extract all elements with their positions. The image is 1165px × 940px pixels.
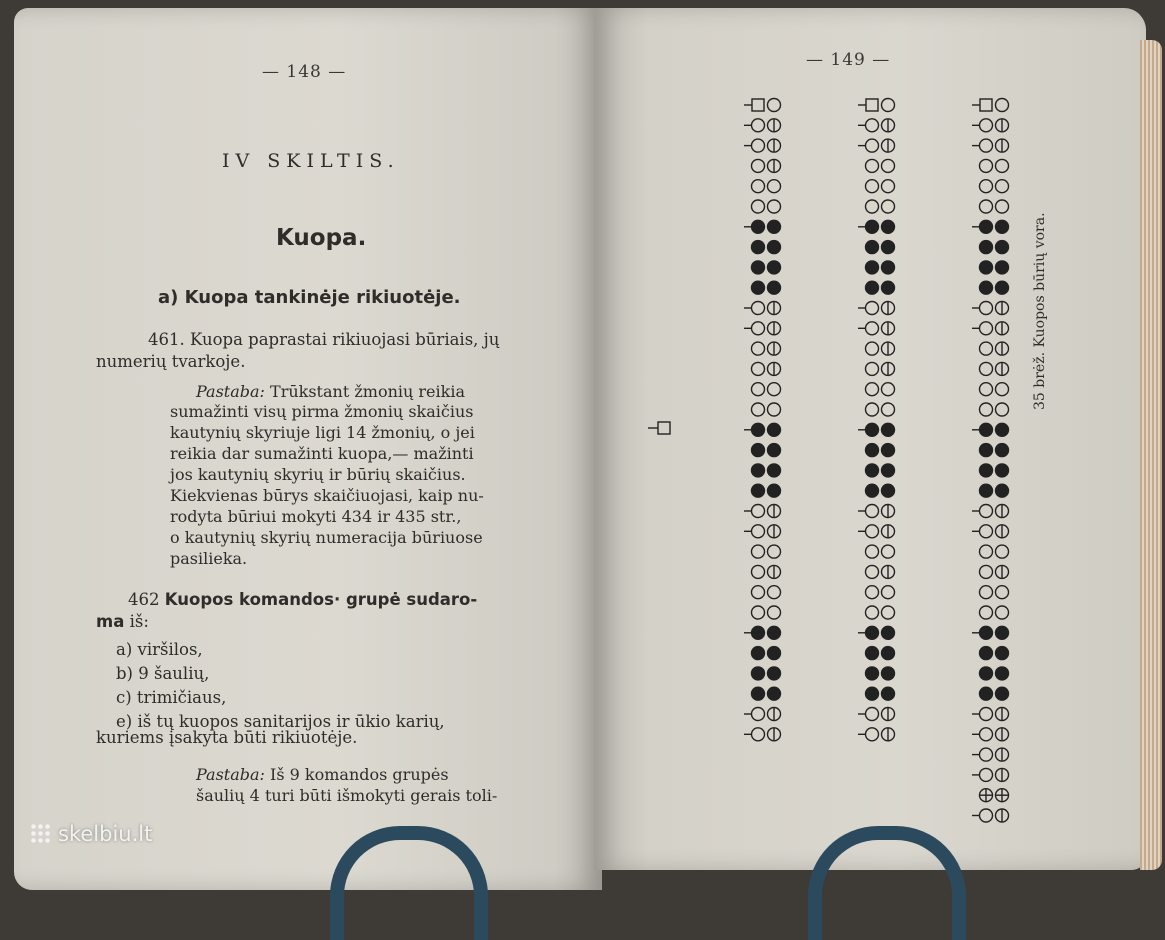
soldier-symbol: [980, 444, 993, 457]
watermark: [30, 822, 152, 846]
soldier-symbol: [980, 119, 993, 132]
soldier-symbol: [980, 728, 993, 741]
paragraph-462-bold: Kuopos komandos· grupė sudaro-: [164, 590, 478, 609]
soldier-symbol: [980, 220, 993, 233]
soldier-symbol: [866, 342, 879, 355]
soldier-symbol: [866, 119, 879, 132]
commander-square-symbol: [658, 422, 670, 434]
soldier-symbol: [980, 139, 993, 152]
soldier-symbol: [752, 220, 765, 233]
soldier-symbol: [996, 687, 1009, 700]
paragraph-462-number: 462: [128, 590, 160, 609]
soldier-symbol: [882, 403, 895, 416]
figure-caption: 35 brėž. Kuopos būrių vora.: [1032, 212, 1048, 410]
soldier-symbol: [980, 708, 993, 721]
leader-square-symbol: [866, 99, 878, 111]
soldier-symbol: [882, 586, 895, 599]
soldier-symbol: [980, 241, 993, 254]
note-1-line: pasilieka.: [170, 549, 248, 568]
soldier-symbol: [980, 565, 993, 578]
soldier-symbol: [996, 200, 1009, 213]
soldier-symbol: [768, 606, 781, 619]
soldier-symbol: [752, 241, 765, 254]
soldier-symbol: [752, 261, 765, 274]
soldier-symbol: [996, 667, 1009, 680]
paragraph-461-line-1: 461. Kuopa paprastai rikiuojasi būriais, jų: [148, 330, 500, 349]
soldier-symbol: [866, 261, 879, 274]
soldier-symbol: [980, 159, 993, 172]
soldier-symbol: [996, 444, 1009, 457]
soldier-symbol: [768, 444, 781, 457]
soldier-symbol: [882, 220, 895, 233]
soldier-symbol: [980, 748, 993, 761]
soldier-symbol: [882, 180, 895, 193]
soldier-symbol: [768, 464, 781, 477]
soldier-symbol: [882, 423, 895, 436]
item-e-continuation: kuriems įsakyta būti rikiuotėje.: [96, 728, 358, 747]
soldier-symbol: [866, 200, 879, 213]
soldier-symbol: [980, 586, 993, 599]
soldier-symbol: [882, 200, 895, 213]
soldier-symbol: [866, 484, 879, 497]
soldier-symbol: [768, 687, 781, 700]
soldier-symbol: [996, 241, 1009, 254]
soldier-symbol: [882, 626, 895, 639]
soldier-symbol: [996, 220, 1009, 233]
left-page-number: 148: [286, 62, 322, 82]
soldier-symbol: [882, 444, 895, 457]
soldier-symbol: [996, 606, 1009, 619]
soldier-symbol: [996, 626, 1009, 639]
soldier-symbol: [996, 586, 1009, 599]
soldier-symbol: [996, 261, 1009, 274]
soldier-symbol: [980, 606, 993, 619]
note-1-line: Kiekvienas būrys skaičiuojasi, kaip nu-: [170, 486, 484, 505]
soldier-symbol: [752, 200, 765, 213]
soldier-symbol: [866, 525, 879, 538]
soldier-symbol: [882, 687, 895, 700]
soldier-symbol: [866, 423, 879, 436]
soldier-symbol: [752, 626, 765, 639]
soldier-symbol: [866, 647, 879, 660]
soldier-symbol: [866, 241, 879, 254]
soldier-symbol: [996, 159, 1009, 172]
soldier-symbol: [882, 647, 895, 660]
soldier-symbol: [752, 667, 765, 680]
soldier-symbol: [768, 200, 781, 213]
soldier-symbol: [752, 586, 765, 599]
soldier-symbol: [768, 647, 781, 660]
list-item: e) iš tų kuopos sanitarijos ir ūkio karių,: [116, 712, 445, 731]
right-page-header: — 149 —: [806, 50, 891, 70]
soldier-symbol: [996, 383, 1009, 396]
note-1-line: rodyta būriui mokyti 434 ir 435 str.,: [170, 507, 462, 526]
soldier-symbol: [752, 728, 765, 741]
soldier-symbol: [882, 99, 895, 112]
note-1-line: sumažinti visų pirma žmonių skaičius: [170, 402, 474, 421]
soldier-symbol: [980, 667, 993, 680]
soldier-symbol: [752, 362, 765, 375]
soldier-symbol: [882, 383, 895, 396]
soldier-symbol: [752, 647, 765, 660]
soldier-symbol: [980, 342, 993, 355]
soldier-symbol: [996, 403, 1009, 416]
soldier-symbol: [980, 322, 993, 335]
soldier-symbol: [866, 565, 879, 578]
soldier-symbol: [866, 403, 879, 416]
soldier-symbol: [768, 99, 781, 112]
soldier-symbol: [866, 708, 879, 721]
book-stand-right: [808, 826, 966, 940]
list-item: b) 9 šaulių,: [116, 664, 210, 683]
soldier-symbol: [752, 464, 765, 477]
book-stand-left: [330, 826, 488, 940]
soldier-symbol: [980, 505, 993, 518]
soldier-symbol: [980, 687, 993, 700]
soldier-symbol: [980, 302, 993, 315]
soldier-symbol: [866, 586, 879, 599]
soldier-symbol: [768, 383, 781, 396]
soldier-symbol: [980, 403, 993, 416]
soldier-symbol: [866, 728, 879, 741]
soldier-symbol: [752, 565, 765, 578]
soldier-symbol: [768, 241, 781, 254]
paragraph-461-line-2: numerių tvarkoje.: [96, 352, 246, 371]
soldier-symbol: [980, 281, 993, 294]
soldier-symbol: [882, 241, 895, 254]
soldier-symbol: [752, 687, 765, 700]
list-item: a) viršilos,: [116, 640, 203, 659]
soldier-symbol: [768, 484, 781, 497]
soldier-symbol: [768, 180, 781, 193]
soldier-symbol: [866, 362, 879, 375]
soldier-symbol: [752, 159, 765, 172]
soldier-symbol: [980, 525, 993, 538]
soldier-symbol: [996, 281, 1009, 294]
soldier-symbol: [768, 403, 781, 416]
soldier-symbol: [866, 159, 879, 172]
note-1-label: Pastaba:: [196, 382, 265, 401]
soldier-symbol: [882, 261, 895, 274]
soldier-symbol: [996, 545, 1009, 558]
note-1-line: o kautynių skyrių numeracija būriuose: [170, 528, 483, 547]
note-2-line-2: šaulių 4 turi būti išmokyti gerais toli-: [196, 786, 498, 805]
soldier-symbol: [866, 322, 879, 335]
soldier-symbol: [768, 586, 781, 599]
soldier-symbol: [752, 139, 765, 152]
soldier-symbol: [866, 383, 879, 396]
soldier-symbol: [768, 545, 781, 558]
soldier-symbol: [752, 484, 765, 497]
soldier-symbol: [882, 484, 895, 497]
watermark-dots-icon: [30, 823, 52, 845]
soldier-symbol: [866, 139, 879, 152]
soldier-symbol: [752, 423, 765, 436]
soldier-symbol: [752, 180, 765, 193]
note-1-line: reikia dar sumažinti kuopa,— mažinti: [170, 444, 474, 463]
soldier-symbol: [752, 403, 765, 416]
soldier-symbol: [752, 606, 765, 619]
soldier-symbol: [866, 545, 879, 558]
page-title: Kuopa.: [276, 225, 367, 251]
note-1-line-1-text: Trūkstant žmonių reikia: [264, 382, 465, 401]
soldier-symbol: [768, 667, 781, 680]
soldier-symbol: [752, 342, 765, 355]
soldier-symbol: [980, 809, 993, 822]
note-1-line: kautynių skyriuje ligi 14 žmonių, o jei: [170, 423, 475, 442]
soldier-symbol: [768, 423, 781, 436]
soldier-symbol: [752, 119, 765, 132]
soldier-symbol: [752, 302, 765, 315]
section-heading: a) Kuopa tankinėje rikiuotėje.: [158, 287, 461, 308]
soldier-symbol: [768, 220, 781, 233]
soldier-symbol: [980, 200, 993, 213]
paragraph-462-rest: iš:: [124, 612, 149, 631]
soldier-symbol: [980, 362, 993, 375]
soldier-symbol: [996, 423, 1009, 436]
soldier-symbol: [866, 464, 879, 477]
soldier-symbol: [996, 180, 1009, 193]
soldier-symbol: [882, 159, 895, 172]
soldier-symbol: [768, 281, 781, 294]
leader-square-symbol: [752, 99, 764, 111]
soldier-symbol: [866, 220, 879, 233]
soldier-symbol: [752, 525, 765, 538]
soldier-symbol: [752, 505, 765, 518]
soldier-symbol: [768, 626, 781, 639]
soldier-symbol: [866, 667, 879, 680]
note-1-line: jos kautynių skyrių ir būrių skaičius.: [170, 465, 466, 484]
leader-square-symbol: [980, 99, 992, 111]
soldier-symbol: [752, 545, 765, 558]
soldier-symbol: [866, 281, 879, 294]
left-page-header: — 148 —: [262, 62, 347, 82]
soldier-symbol: [882, 464, 895, 477]
soldier-symbol: [866, 444, 879, 457]
soldier-symbol: [882, 667, 895, 680]
right-page-number: 149: [830, 50, 866, 70]
watermark-text: skelbiu.lt: [58, 822, 153, 846]
soldier-symbol: [980, 768, 993, 781]
soldier-symbol: [752, 322, 765, 335]
paragraph-462-bold-2: ma: [96, 612, 125, 631]
soldier-symbol: [980, 647, 993, 660]
soldier-symbol: [866, 687, 879, 700]
soldier-symbol: [882, 545, 895, 558]
soldier-symbol: [996, 464, 1009, 477]
soldier-symbol: [768, 261, 781, 274]
soldier-symbol: [980, 423, 993, 436]
soldier-symbol: [866, 180, 879, 193]
note-2-label: Pastaba:: [196, 765, 265, 784]
soldier-symbol: [980, 626, 993, 639]
note-2-line-1-text: Iš 9 komandos grupės: [264, 765, 449, 784]
soldier-symbol: [752, 281, 765, 294]
chapter-heading: IV SKILTIS.: [222, 150, 400, 172]
soldier-symbol: [866, 302, 879, 315]
soldier-symbol: [752, 444, 765, 457]
soldier-symbol: [980, 464, 993, 477]
list-item: c) trimičiaus,: [116, 688, 227, 707]
soldier-symbol: [866, 505, 879, 518]
soldier-symbol: [882, 281, 895, 294]
soldier-symbol: [980, 261, 993, 274]
soldier-symbol: [996, 99, 1009, 112]
soldier-symbol: [996, 647, 1009, 660]
soldier-symbol: [866, 626, 879, 639]
soldier-symbol: [752, 708, 765, 721]
soldier-symbol: [996, 484, 1009, 497]
soldier-symbol: [882, 606, 895, 619]
soldier-symbol: [980, 545, 993, 558]
soldier-symbol: [980, 383, 993, 396]
soldier-symbol: [752, 383, 765, 396]
soldier-symbol: [866, 606, 879, 619]
soldier-symbol: [980, 484, 993, 497]
soldier-symbol: [980, 180, 993, 193]
